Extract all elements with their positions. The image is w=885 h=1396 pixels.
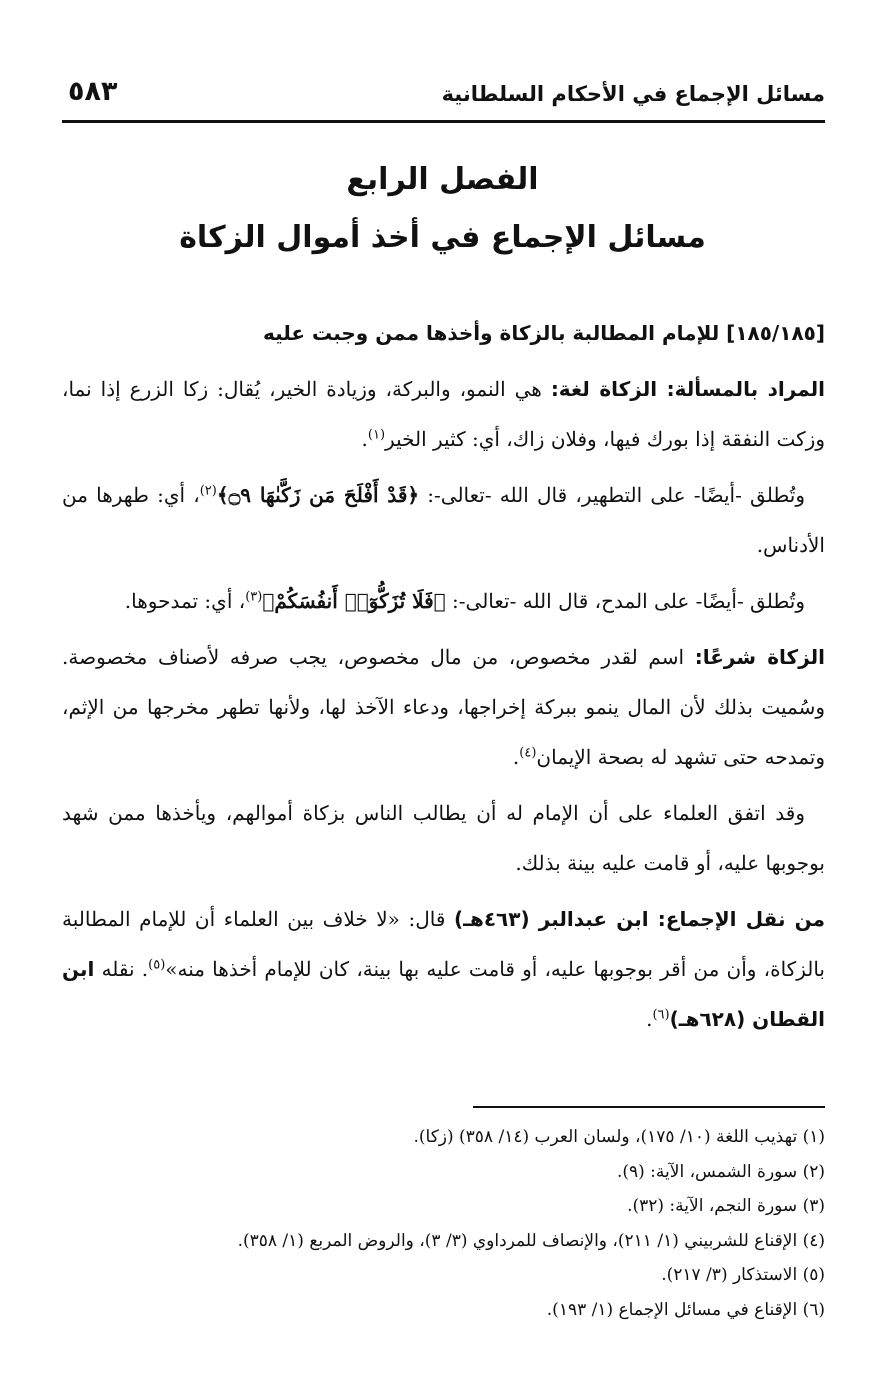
footnote-ref: (١) xyxy=(367,427,386,443)
footnote-ref: (٣) xyxy=(245,589,263,605)
term-legal: الزكاة شرعًا: xyxy=(694,645,825,669)
chapter-title: الفصل الرابع xyxy=(346,162,539,197)
running-title: مسائل الإجماع في الأحكام السلطانية xyxy=(441,82,825,106)
footnote-item: (٣) سورة النجم، الآية: (٣٢). xyxy=(627,1196,825,1216)
paragraph-end: ، أي: تمدحوها. xyxy=(124,589,246,613)
paragraph-text: هي النمو، والبركة، وزيادة الخير، يُقال: زكا الزرع إذا نما، وزكت النفقة إذا بورك فيها، وفلان زاك، أي: كثير الخير xyxy=(62,377,825,451)
term-ibn-qattan: ابن القطان (٦٢٨هـ) xyxy=(62,957,825,1031)
paragraph-text: وتُطلق -أيضًا- على المدح، قال الله -تعالى-: xyxy=(452,589,805,613)
paragraph-praise xyxy=(62,576,825,626)
footnote-item: (٦) الإقناع في مسائل الإجماع (١/ ١٩٣). xyxy=(546,1299,825,1320)
footnote-item: (٤) الإقناع للشربيني (١/ ٢١١)، والإنصاف للمرداوي (٣/ ٣)، والروض المربع (١/ ٣٥٨). xyxy=(237,1230,825,1251)
paragraph-consensus-report xyxy=(62,894,825,1044)
chapter-subtitle: مسائل الإجماع في أخذ أموال الزكاة xyxy=(179,220,706,255)
paragraph-mid: . نقله xyxy=(101,957,149,981)
quran-verse: ﴿قَدْ أَفْلَحَ مَن زَكَّىٰهَا ۝٩﴾ xyxy=(216,483,420,507)
paragraph-end: . xyxy=(646,1007,653,1031)
section-heading: [١٨٥/١٨٥] للإمام المطالبة بالزكاة وأخذها ممن وجبت عليه xyxy=(262,321,825,345)
quran-verse: ﴿فَلَا تُزَكُّوٓا۟ أَنفُسَكُمْ﴾ xyxy=(262,589,446,613)
footnote-item: (١) تهذيب اللغة (١٠/ ١٧٥)، ولسان العرب (١٤/ ٣٥٨) (زكا). xyxy=(413,1127,825,1147)
page-number: ٥٨٣ xyxy=(68,76,118,107)
term-consensus: من نقل الإجماع: ابن عبدالبر (٤٦٣هـ) xyxy=(453,907,826,931)
footnote-ref: (٦) xyxy=(652,1007,670,1023)
footnote-rule xyxy=(473,1106,825,1108)
paragraph-meaning-legal xyxy=(62,632,825,782)
paragraph-end: ، أي: طهرها من الأدناس. xyxy=(62,483,825,557)
footnote-ref: (٢) xyxy=(199,483,217,499)
footnote-ref: (٥) xyxy=(148,957,166,973)
paragraph-end: . xyxy=(361,427,368,451)
paragraph-agreement xyxy=(62,788,825,888)
footnotes xyxy=(62,1120,825,1327)
paragraph-text: وقد اتفق العلماء على أن الإمام له أن يطالب الناس بزكاة أموالهم، ويأخذها ممن شهد بوجوبها عليه، أو قامت عليه بينة بذلك. xyxy=(62,801,825,875)
paragraph-text: قال: «لا خلاف بين العلماء أن للإمام المطالبة بالزكاة، وأن من أقر بوجوبها عليه، أو قامت عليه بها بينة، كان للإمام أخذها منه» xyxy=(62,907,825,981)
footnote-ref: (٤) xyxy=(519,745,537,761)
paragraph-purification xyxy=(62,470,825,570)
paragraph-text: وتُطلق -أيضًا- على التطهير، قال الله -تعالى-: xyxy=(427,483,805,507)
paragraph-meaning-linguistic xyxy=(62,364,825,464)
main-text xyxy=(62,308,825,1050)
paragraph-text: اسم لقدر مخصوص، من مال مخصوص، يجب صرفه لأصناف مخصوصة. وسُميت بذلك لأن المال ينمو ببركة إخراجها، ودعاء الآخذ لها، ولأنها تطهر مخرجها من الإثم، وتمدحه حتى تشهد له بصحة الإيمان xyxy=(62,645,825,769)
paragraph-end: . xyxy=(512,745,520,769)
header-rule xyxy=(62,120,825,123)
term-linguistic: المراد بالمسألة: الزكاة لغة: xyxy=(550,377,825,401)
footnote-item: (٢) سورة الشمس، الآية: (٩). xyxy=(616,1161,825,1182)
footnote-item: (٥) الاستذكار (٣/ ٢١٧). xyxy=(661,1265,825,1285)
running-header xyxy=(62,76,825,110)
